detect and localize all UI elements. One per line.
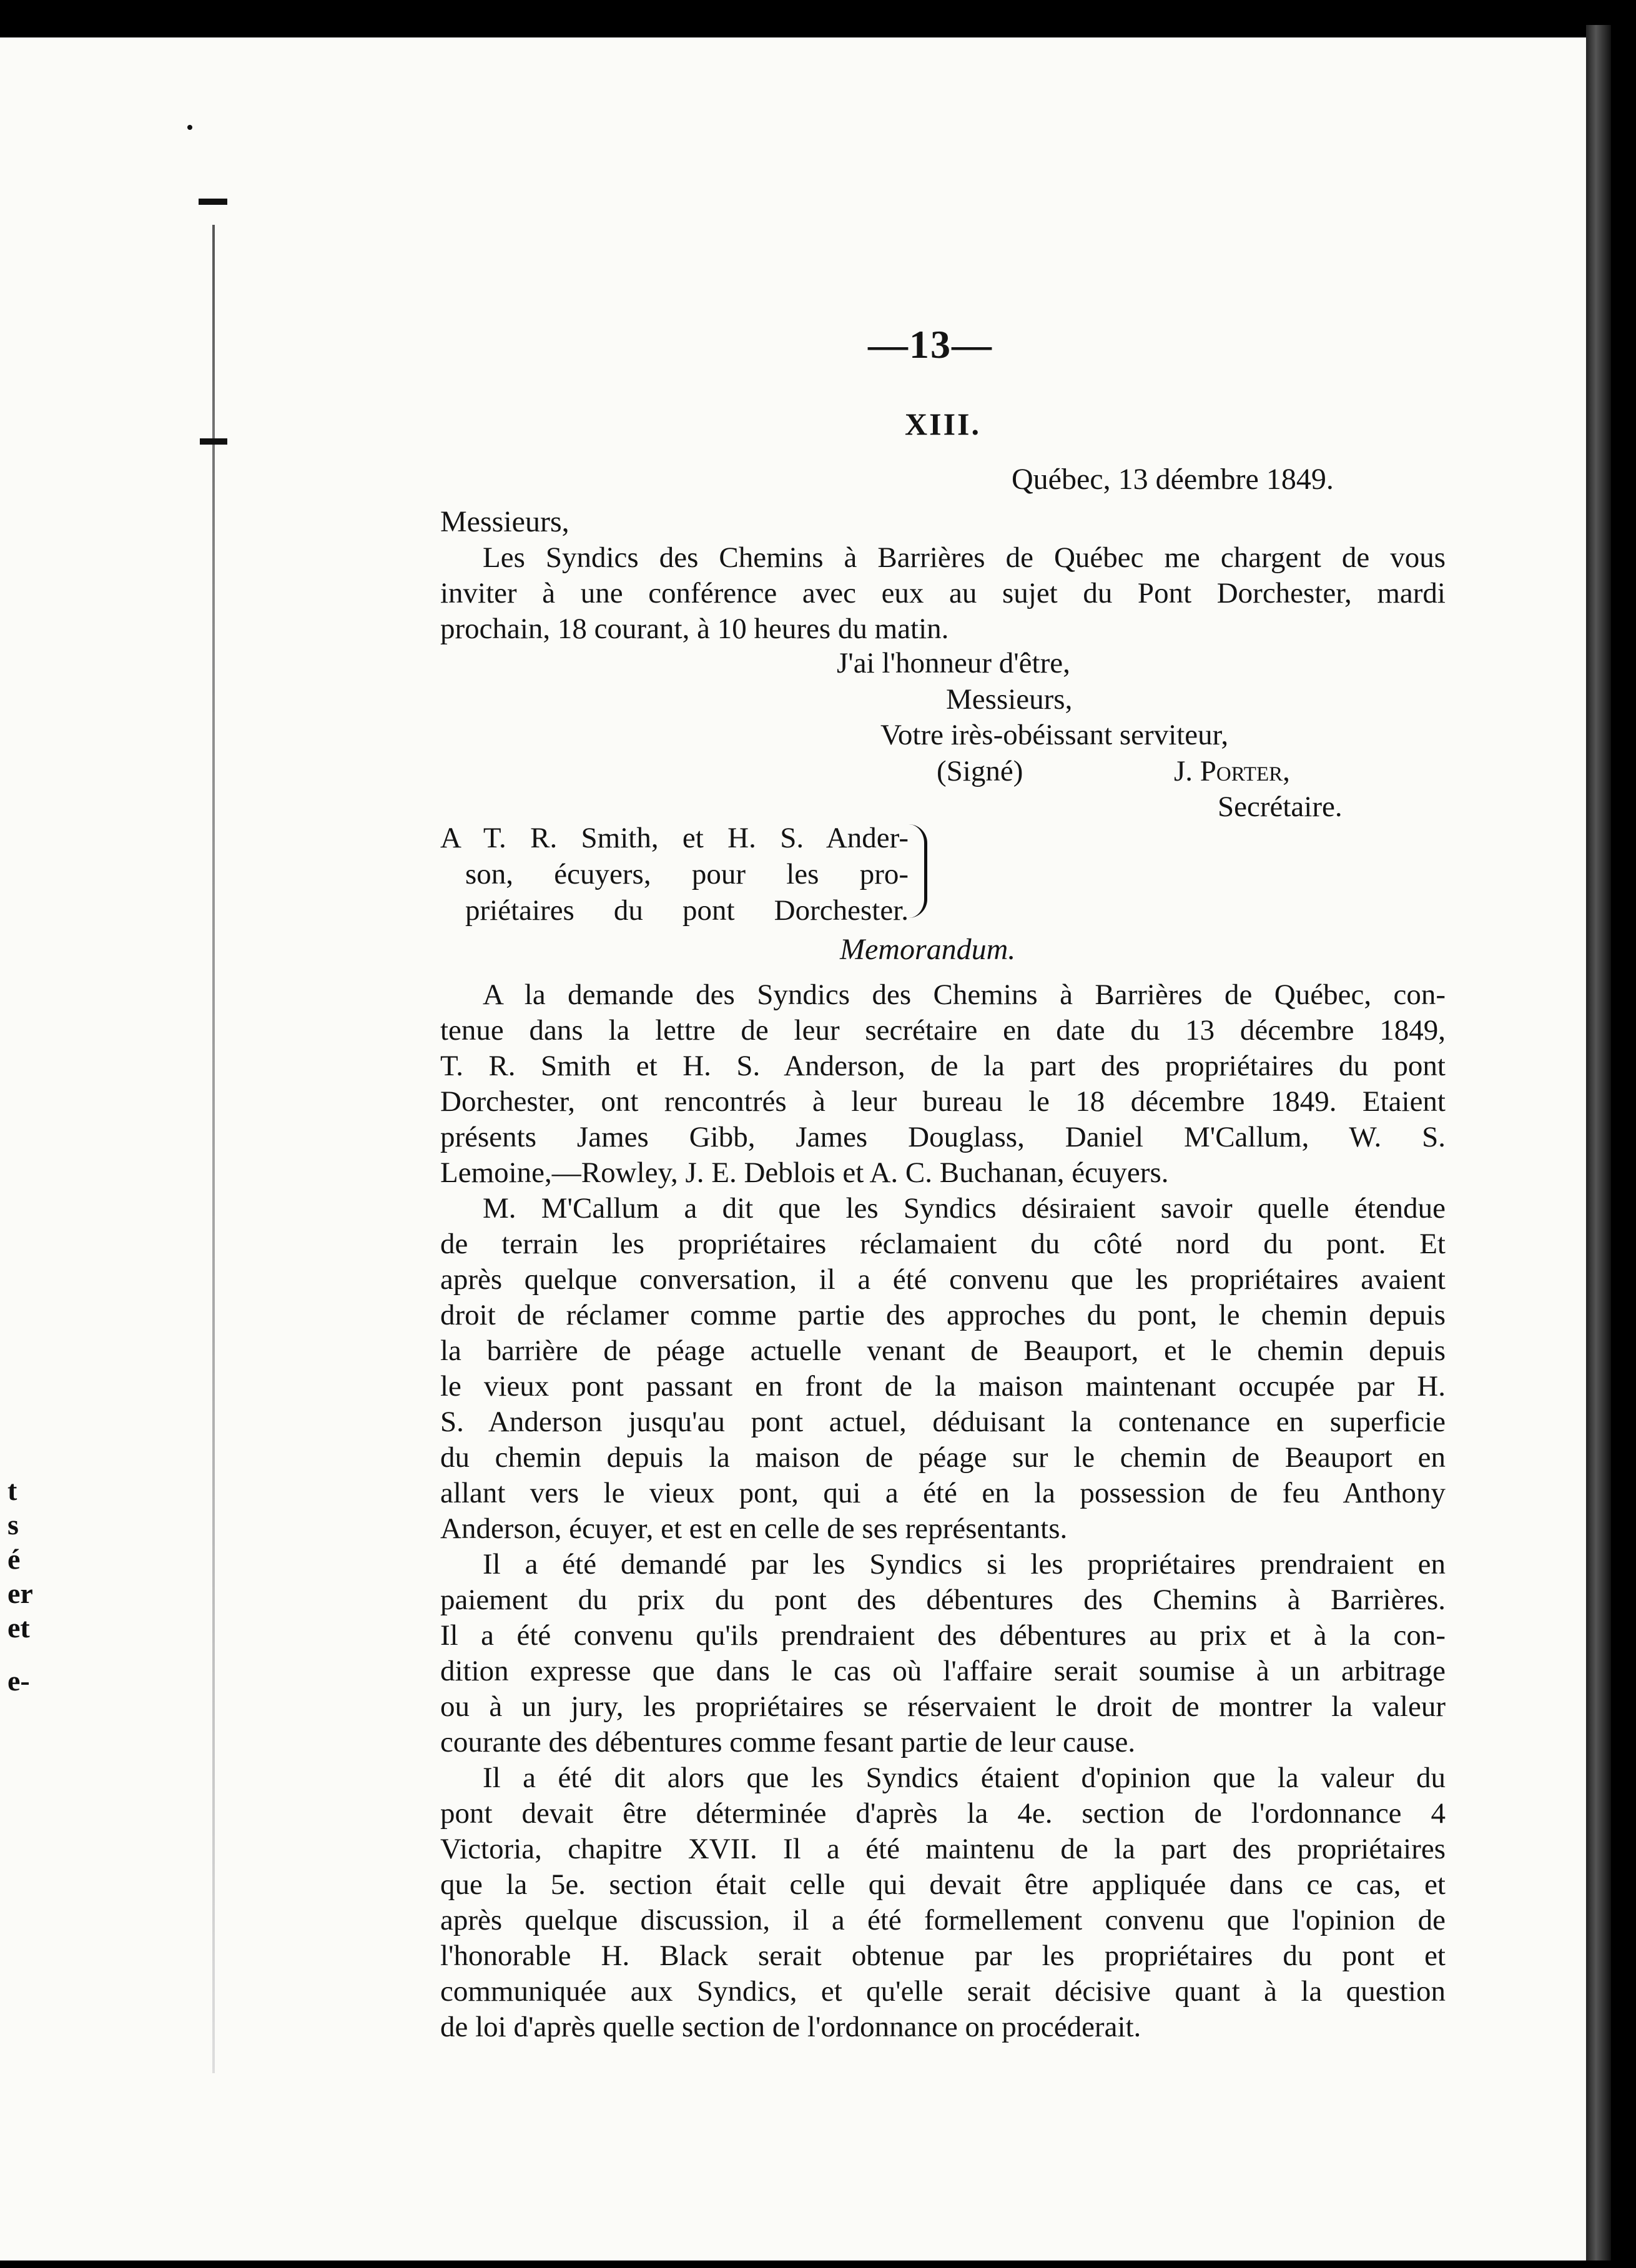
scanned-page — [0, 37, 1599, 2261]
text-line: le vieux pont passant en front de la maison maintenant occupée par H. — [440, 1370, 1446, 1403]
letter-line: Les Syndics des Chemins à Barrières de Québec me chargent de vous — [483, 541, 1446, 574]
address-line: priétaires du pont Dorchester. — [465, 894, 909, 927]
text-line: Victoria, chapitre XVII. Il a été maintenu de la part des propriétaires — [440, 1833, 1446, 1865]
address-block — [440, 820, 909, 929]
memorandum-paragraph-3 — [440, 1547, 1446, 1760]
letter-body — [440, 540, 1446, 647]
closing-line: Votre irès-obéissant serviteur, — [880, 719, 1229, 751]
text-line: de terrain les propriétaires réclamaient du côté nord du pont. Et — [440, 1228, 1446, 1260]
left-fragment: é — [7, 1543, 21, 1575]
scan-edge — [1586, 25, 1611, 2261]
text-line: Il a été convenu qu'ils prendraient des débentures au prix et à la con- — [440, 1619, 1446, 1652]
signer-title: Secrétaire. — [1218, 791, 1343, 823]
text-line: paiement du prix du pont des débentures des Chemins à Barrières. — [440, 1584, 1446, 1616]
text-line: tenue dans la lettre de leur secrétaire en date du 13 décembre 1849, — [440, 1014, 1446, 1047]
text-line: Il a été dit alors que les Syndics étaient d'opinion que la valeur du — [483, 1762, 1446, 1794]
text-line: du chemin depuis la maison de péage sur le chemin de Beauport en — [440, 1441, 1446, 1474]
page-gutter-line — [212, 225, 215, 2073]
letter-salutation: Messieurs, — [440, 505, 569, 538]
text-line: courante des débentures comme fesant partie de leur cause. — [440, 1726, 1136, 1758]
text-line: pont devait être déterminée d'après la 4e. section de l'ordonnance 4 — [440, 1797, 1446, 1830]
text-line: présents James Gibb, James Douglass, Daniel M'Callum, W. S. — [440, 1121, 1446, 1153]
binding-mark — [200, 438, 227, 445]
signer-name: J. Porter, — [1174, 755, 1290, 787]
text-line: Anderson, écuyer, et est en celle de ses représentants. — [440, 1512, 1068, 1545]
scan-speck — [187, 125, 192, 130]
memorandum-paragraph-4 — [440, 1760, 1446, 2045]
left-fragment: er — [7, 1577, 33, 1609]
address-line: son, écuyers, pour les pro- — [465, 858, 909, 890]
letter-line: inviter à une conférence avec eux au sujet du Pont Dorchester, mardi — [440, 577, 1446, 609]
text-line: A la demande des Syndics des Chemins à Barrières de Québec, con- — [483, 979, 1446, 1011]
text-line: ou à un jury, les propriétaires se réservaient le droit de montrer la valeur — [440, 1690, 1446, 1723]
text-line: dition expresse que dans le cas où l'affaire serait soumise à un arbitrage — [440, 1655, 1446, 1687]
text-line: Il a été demandé par les Syndics si les propriétaires prendraient en — [483, 1548, 1446, 1580]
letter-date: Québec, 13 déembre 1849. — [1012, 463, 1334, 496]
text-line: Dorchester, ont rencontrés à leur bureau le 18 décembre 1849. Etaient — [440, 1085, 1446, 1118]
signed-label: (Signé) — [937, 755, 1023, 787]
left-fragment: e- — [7, 1665, 30, 1697]
memorandum-paragraph-1 — [440, 977, 1446, 1191]
text-line: après quelque conversation, il a été convenu que les propriétaires avaient — [440, 1263, 1446, 1296]
left-fragment: t — [7, 1474, 17, 1506]
closing-line: Messieurs, — [946, 683, 1073, 716]
memorandum-paragraph-2 — [440, 1191, 1446, 1547]
text-line: que la 5e. section était celle qui devait être appliquée dans ce cas, et — [440, 1868, 1446, 1901]
left-fragment: et — [7, 1612, 30, 1644]
text-line: Lemoine,—Rowley, J. E. Deblois et A. C. Buchanan, écuyers. — [440, 1156, 1169, 1189]
closing-line: J'ai l'honneur d'être, — [837, 647, 1070, 679]
letter-line: prochain, 18 courant, à 10 heures du matin. — [440, 613, 949, 645]
address-brace — [905, 824, 927, 918]
text-line: de loi d'après quelle section de l'ordonnance on procéderait. — [440, 2011, 1141, 2043]
text-line: T. R. Smith et H. S. Anderson, de la part des propriétaires du pont — [440, 1050, 1446, 1082]
text-line: l'honorable H. Black serait obtenue par les propriétaires du pont et — [440, 1940, 1446, 1972]
binding-mark — [199, 199, 227, 205]
section-number: XIII. — [905, 407, 981, 441]
text-line: S. Anderson jusqu'au pont actuel, déduisant la contenance en superficie — [440, 1406, 1446, 1438]
text-line: allant vers le vieux pont, qui a été en la possession de feu Anthony — [440, 1477, 1446, 1509]
page-number: —13— — [868, 322, 993, 367]
text-line: communiquée aux Syndics, et qu'elle serait décisive quant à la question — [440, 1975, 1446, 2008]
address-line: A T. R. Smith, et H. S. Ander- — [440, 822, 909, 854]
text-line: M. M'Callum a dit que les Syndics désiraient savoir quelle étendue — [483, 1192, 1446, 1225]
text-line: droit de réclamer comme partie des approches du pont, le chemin depuis — [440, 1299, 1446, 1331]
text-line: la barrière de péage actuelle venant de Beauport, et le chemin depuis — [440, 1334, 1446, 1367]
memorandum-heading: Memorandum. — [840, 933, 1016, 966]
left-fragment: s — [7, 1509, 19, 1541]
text-line: après quelque discussion, il a été formellement convenu que l'opinion de — [440, 1904, 1446, 1936]
